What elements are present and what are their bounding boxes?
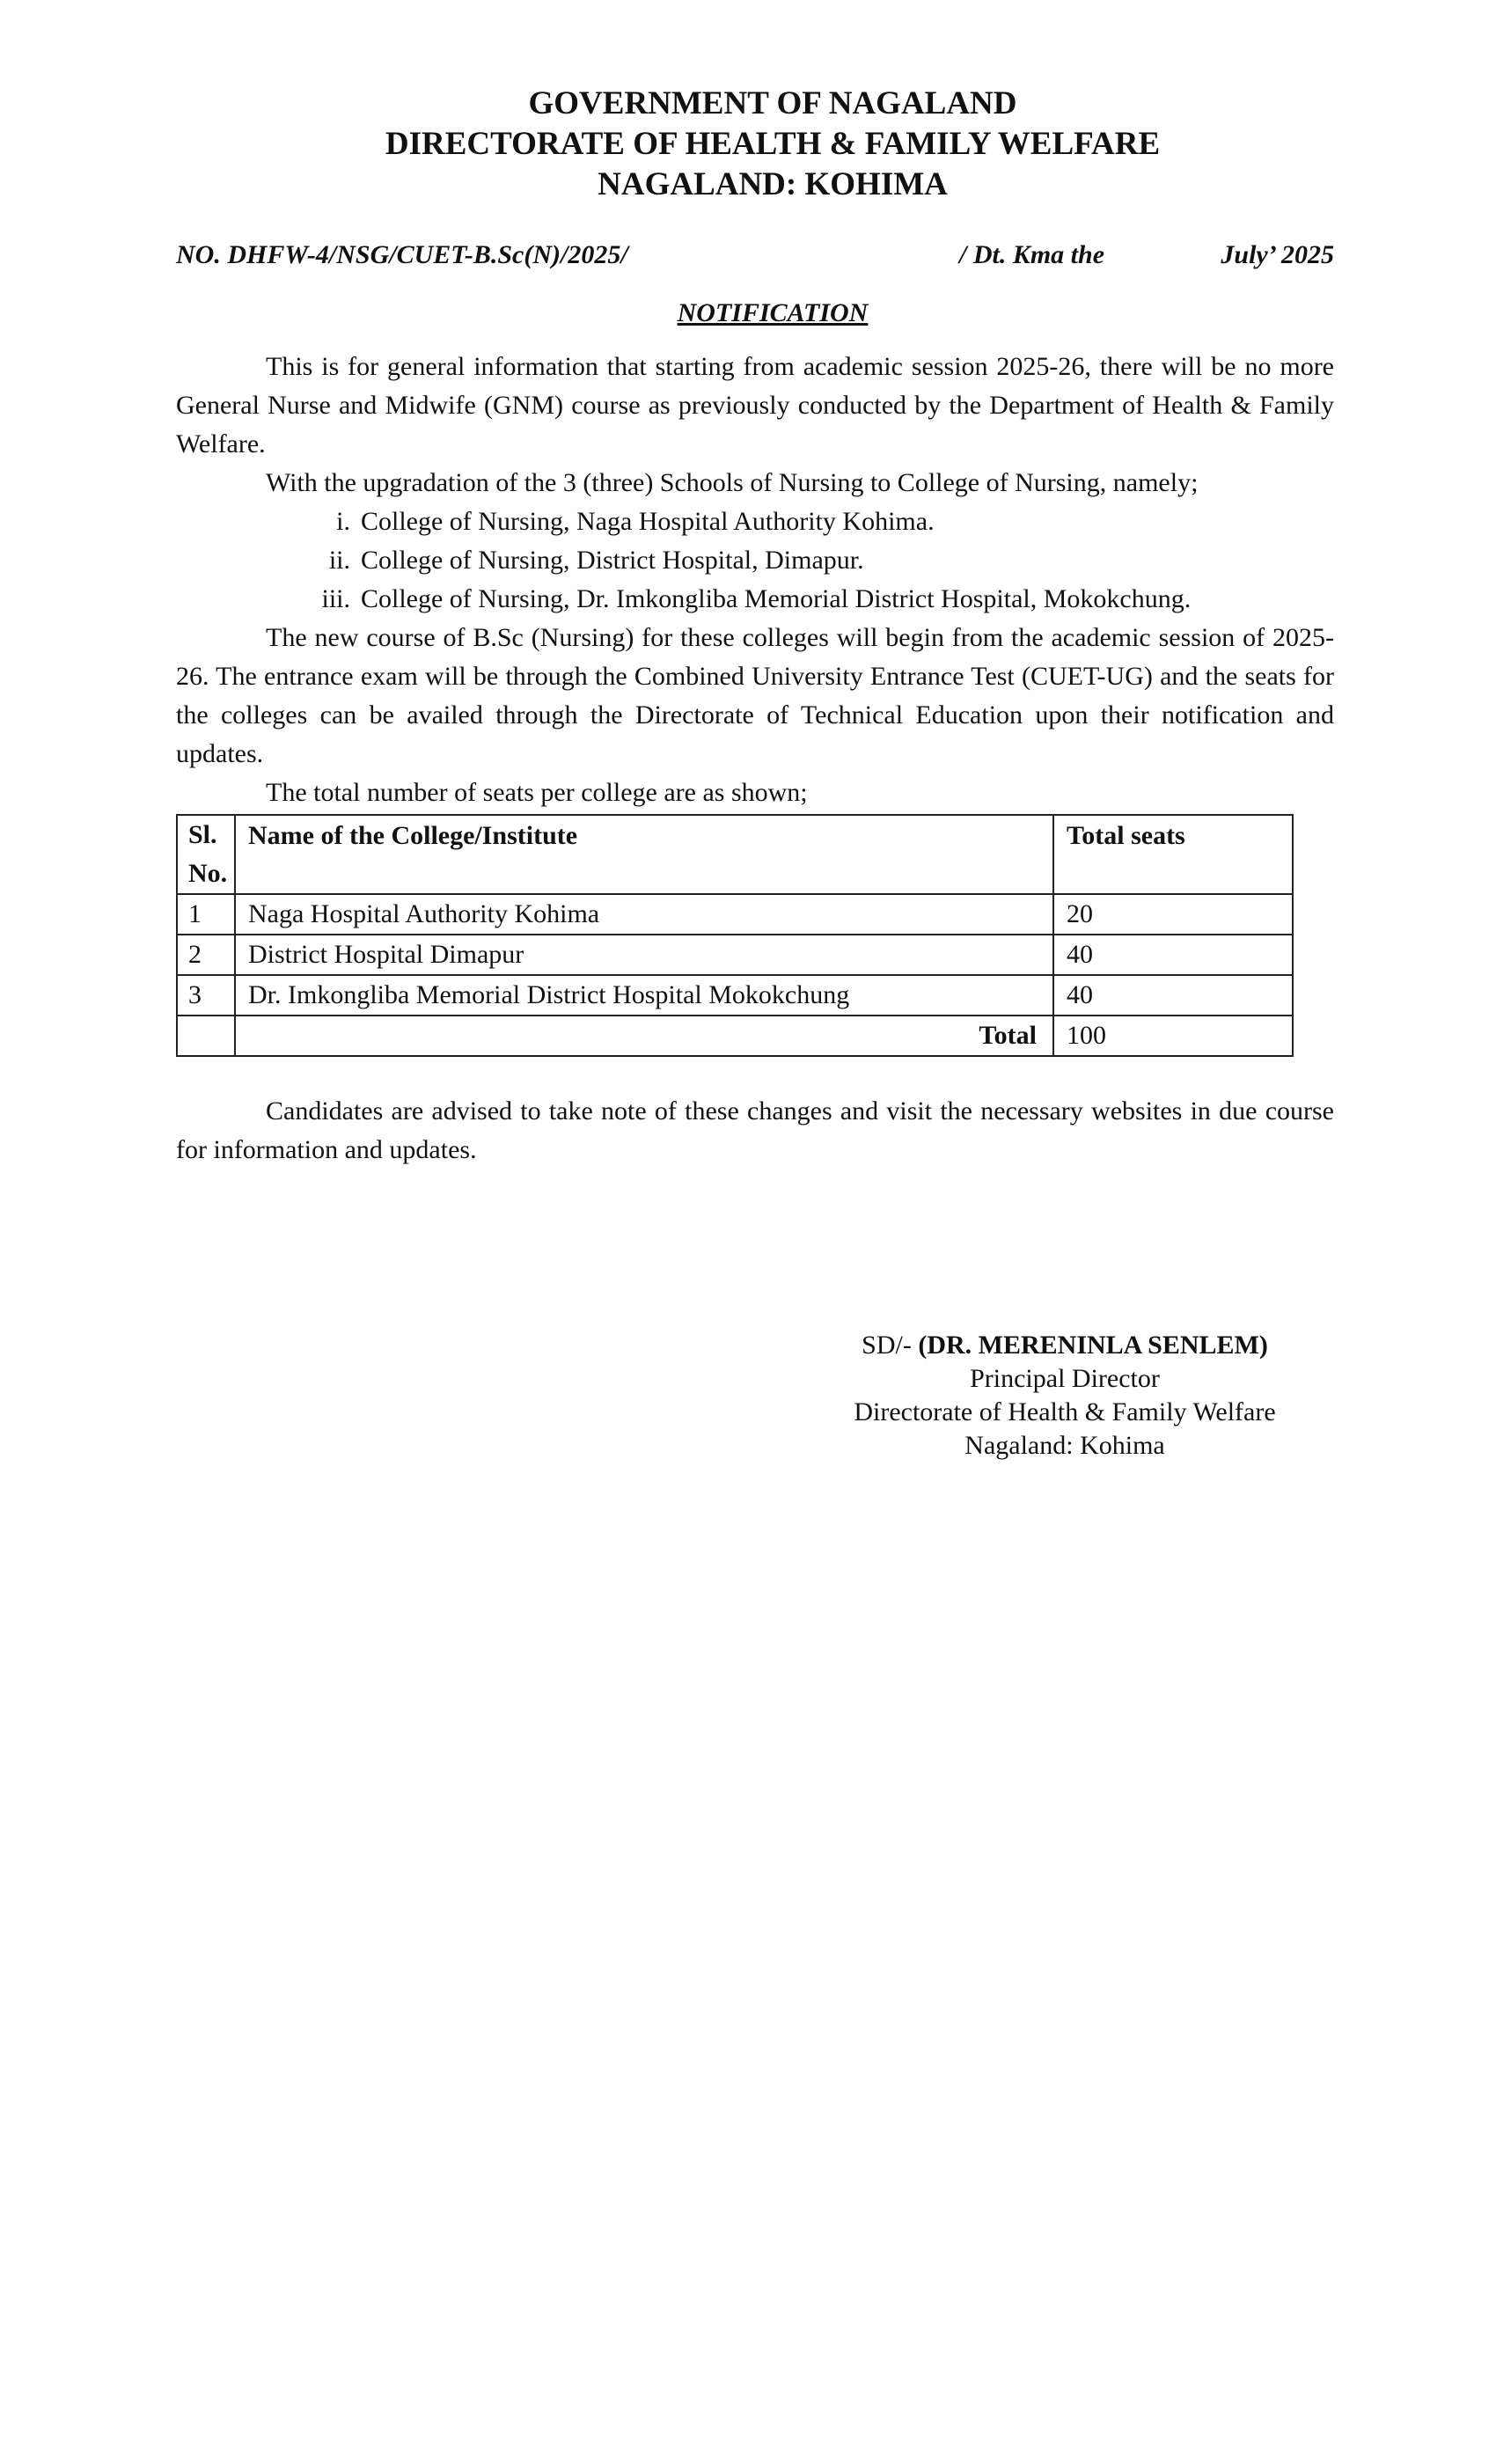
header-sl-no: Sl. No. bbox=[177, 815, 235, 894]
intro-paragraph: This is for general information that starting from academic session 2025-26, there will be no more General Nurse and Midwife (GNM) course as previously conducted by the Department of Health & Family Welfare. bbox=[176, 352, 1334, 458]
college-list bbox=[176, 502, 1334, 619]
table-row bbox=[177, 894, 1293, 935]
notification-body bbox=[176, 348, 1334, 812]
closing-paragraph: Candidates are advised to take note of these changes and visit the necessary websites in due course for information and updates. bbox=[176, 1096, 1334, 1164]
list-item-text: College of Nursing, Dr. Imkongliba Memorial District Hospital, Mokokchung. bbox=[361, 584, 1192, 613]
letterhead-location: NAGALAND: KOHIMA bbox=[598, 166, 948, 202]
table-row bbox=[177, 975, 1293, 1016]
letterhead bbox=[211, 84, 1334, 205]
seats-table bbox=[176, 814, 1294, 1057]
cell-college-name: Naga Hospital Authority Kohima bbox=[235, 894, 1053, 935]
notification-document bbox=[176, 84, 1334, 1460]
signatory-name: (DR. MERENINLA SENLEM) bbox=[918, 1331, 1268, 1360]
reference-date-prefix: / Dt. Kma the bbox=[959, 240, 1105, 269]
reference-number: NO. DHFW-4/NSG/CUET-B.Sc(N)/2025/ bbox=[176, 240, 628, 269]
signature-prefix: SD/- bbox=[862, 1331, 912, 1360]
cell-college-name: Dr. Imkongliba Memorial District Hospital Mokokchung bbox=[235, 975, 1053, 1016]
list-item bbox=[176, 502, 1334, 541]
table-header-row bbox=[177, 815, 1293, 894]
signatory-designation: Principal Director bbox=[970, 1364, 1160, 1393]
cell-sl-no: 1 bbox=[177, 894, 235, 935]
cell-seats: 20 bbox=[1053, 894, 1293, 935]
cell-seats: 40 bbox=[1053, 935, 1293, 975]
upgradation-paragraph: With the upgradation of the 3 (three) Schools of Nursing to College of Nursing, namely; bbox=[266, 468, 1199, 497]
signature-line bbox=[823, 1329, 1307, 1362]
table-total-row bbox=[177, 1016, 1293, 1056]
signature-block bbox=[823, 1329, 1307, 1463]
cell-college-name: District Hospital Dimapur bbox=[235, 935, 1053, 975]
signatory-place: Nagaland: Kohima bbox=[964, 1431, 1165, 1460]
notification-title: NOTIFICATION bbox=[677, 298, 869, 327]
reference-date-month: July’ 2025 bbox=[1221, 240, 1334, 269]
letterhead-directorate: DIRECTORATE OF HEALTH & FAMILY WELFARE bbox=[385, 126, 1161, 162]
list-item bbox=[176, 580, 1334, 619]
reference-line bbox=[176, 240, 1334, 279]
total-value: 100 bbox=[1053, 1016, 1293, 1056]
list-item bbox=[176, 541, 1334, 580]
list-item-text: College of Nursing, Naga Hospital Authority Kohima. bbox=[361, 507, 935, 536]
letterhead-government: GOVERNMENT OF NAGALAND bbox=[528, 85, 1017, 121]
table-row bbox=[177, 935, 1293, 975]
list-item-number: iii. bbox=[321, 584, 350, 613]
cell-seats: 40 bbox=[1053, 975, 1293, 1016]
list-item-number: ii. bbox=[328, 546, 350, 575]
header-college-name: Name of the College/Institute bbox=[235, 815, 1053, 894]
new-course-paragraph: The new course of B.Sc (Nursing) for these colleges will begin from the academic session of 2025-26. The entrance exam will be through the Combined University Entrance Test (CUET-UG) and the seats for the colleges can be availed through the Directorate of Technical Education upon their notification and updates. bbox=[176, 623, 1334, 768]
cell-sl-no: 3 bbox=[177, 975, 235, 1016]
list-item-number: i. bbox=[336, 507, 350, 536]
header-total-seats: Total seats bbox=[1053, 815, 1293, 894]
closing-section bbox=[176, 1092, 1334, 1170]
cell-sl-no: 2 bbox=[177, 935, 235, 975]
list-item-text: College of Nursing, District Hospital, Dimapur. bbox=[361, 546, 864, 575]
seats-intro-paragraph: The total number of seats per college are as shown; bbox=[266, 778, 808, 807]
cell-empty bbox=[177, 1016, 235, 1056]
signatory-office: Directorate of Health & Family Welfare bbox=[854, 1397, 1276, 1426]
total-label: Total bbox=[235, 1016, 1053, 1056]
